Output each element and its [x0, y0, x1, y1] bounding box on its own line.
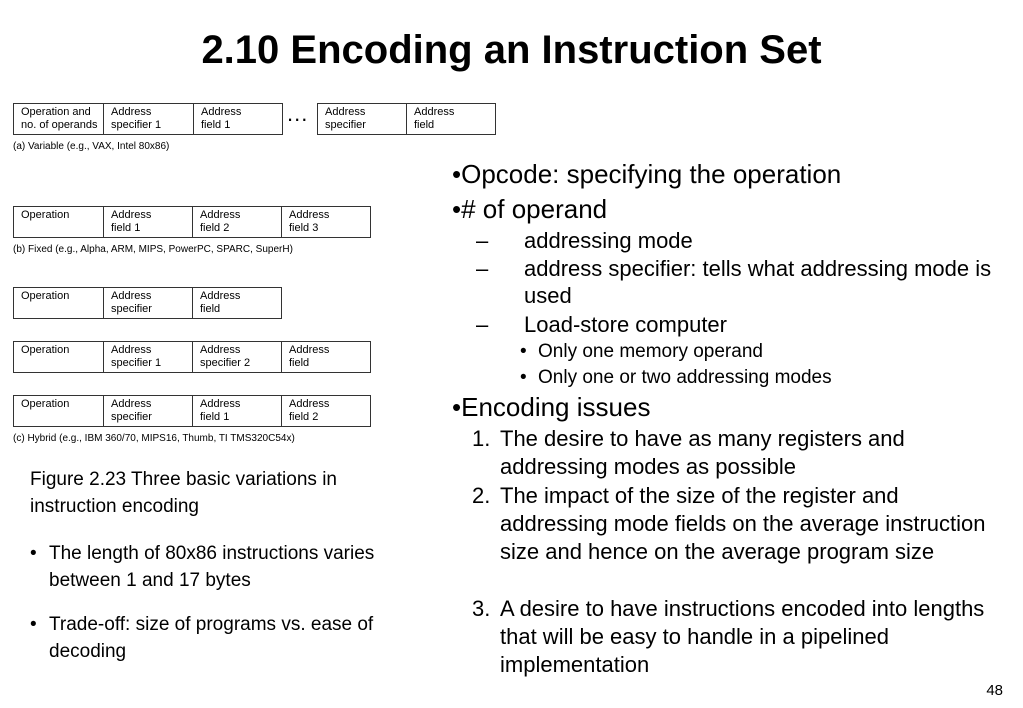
numbered-item	[472, 595, 992, 679]
subsub-bullet	[520, 339, 763, 365]
format-field: Address specifier	[103, 395, 193, 427]
bullet-icon: •	[30, 614, 37, 635]
hybrid-format-2	[13, 341, 371, 373]
sub-bullet	[476, 311, 1023, 338]
item-text: The desire to have as many registers and addressing modes as possible	[500, 426, 905, 479]
sub-bullet-text: Load-store computer	[524, 312, 727, 337]
format-field: Address specifier 1	[103, 103, 194, 135]
bullet-icon: •	[30, 543, 37, 564]
variable-caption: (a) Variable (e.g., VAX, Intel 80x86)	[13, 141, 170, 152]
issues-bullet: •Encoding issues	[452, 392, 651, 422]
format-field: Address field 1	[103, 206, 193, 238]
opcode-bullet: •Opcode: specifying the operation	[452, 159, 842, 189]
numbered-item	[472, 425, 992, 481]
format-field: Operation	[13, 341, 104, 373]
item-text: A desire to have instructions encoded into lengths that will be easy to handle in a pipelined implementation	[500, 596, 985, 677]
numbered-item	[472, 482, 992, 566]
dash-icon: –	[476, 256, 489, 281]
sub-bullet	[476, 227, 1023, 254]
subsub-bullet-text: Only one or two addressing modes	[538, 367, 832, 388]
subsub-bullet-text: Only one memory operand	[538, 341, 763, 362]
page-number: 48	[986, 682, 1003, 699]
format-field: Operation and no. of operands	[13, 103, 104, 135]
format-field: Address field	[192, 287, 282, 319]
item-number: 2.	[472, 483, 491, 508]
slide-title: 2.10 Encoding an Instruction Set	[201, 28, 822, 72]
left-bullet-text: The length of 80x86 instructions varies between 1 and 17 bytes	[49, 543, 375, 591]
format-field: Address specifier	[317, 103, 407, 135]
sub-bullet-text: addressing mode	[524, 228, 693, 253]
dash-icon: –	[476, 228, 489, 253]
bullet-icon: •	[520, 341, 527, 362]
figure-caption: Figure 2.23 Three basic variations in instruction encoding	[30, 469, 337, 517]
operand-bullet: •# of operand	[452, 194, 608, 224]
sub-bullet	[476, 255, 1023, 309]
format-field: Address field 1	[193, 103, 283, 135]
fixed-caption: (b) Fixed (e.g., Alpha, ARM, MIPS, PowerPC, SPARC, SuperH)	[13, 244, 293, 255]
format-field: Address specifier	[103, 287, 193, 319]
variable-format-right	[317, 103, 496, 135]
format-field: Operation	[13, 395, 104, 427]
sub-bullet-text: address specifier: tells what addressing mode is used	[524, 256, 992, 308]
subsub-bullet	[520, 365, 832, 391]
hybrid-format-1	[13, 287, 282, 319]
format-field: Address specifier 2	[192, 341, 282, 373]
format-field: Operation	[13, 206, 104, 238]
hybrid-format-3	[13, 395, 371, 427]
item-text: The impact of the size of the register and addressing mode fields on the average instruction size and hence on the average program size	[500, 483, 986, 564]
format-field: Address specifier 1	[103, 341, 193, 373]
dash-icon: –	[476, 312, 489, 337]
left-bullet	[30, 611, 400, 665]
left-bullet-text: Trade-off: size of programs vs. ease of decoding	[49, 614, 374, 662]
item-number: 1.	[472, 426, 491, 451]
left-bullet	[30, 540, 400, 594]
format-field: Address field	[406, 103, 496, 135]
format-field: Address field	[281, 341, 371, 373]
fixed-format	[13, 206, 371, 238]
bullet-icon: •	[520, 367, 527, 388]
format-field: Operation	[13, 287, 104, 319]
format-field: Address field 1	[192, 395, 282, 427]
ellipsis: ...	[287, 101, 309, 126]
format-field: Address field 2	[192, 206, 282, 238]
item-number: 3.	[472, 596, 491, 621]
variable-format-left	[13, 103, 283, 135]
hybrid-caption: (c) Hybrid (e.g., IBM 360/70, MIPS16, Thumb, TI TMS320C54x)	[13, 433, 295, 444]
format-field: Address field 3	[281, 206, 371, 238]
format-field: Address field 2	[281, 395, 371, 427]
